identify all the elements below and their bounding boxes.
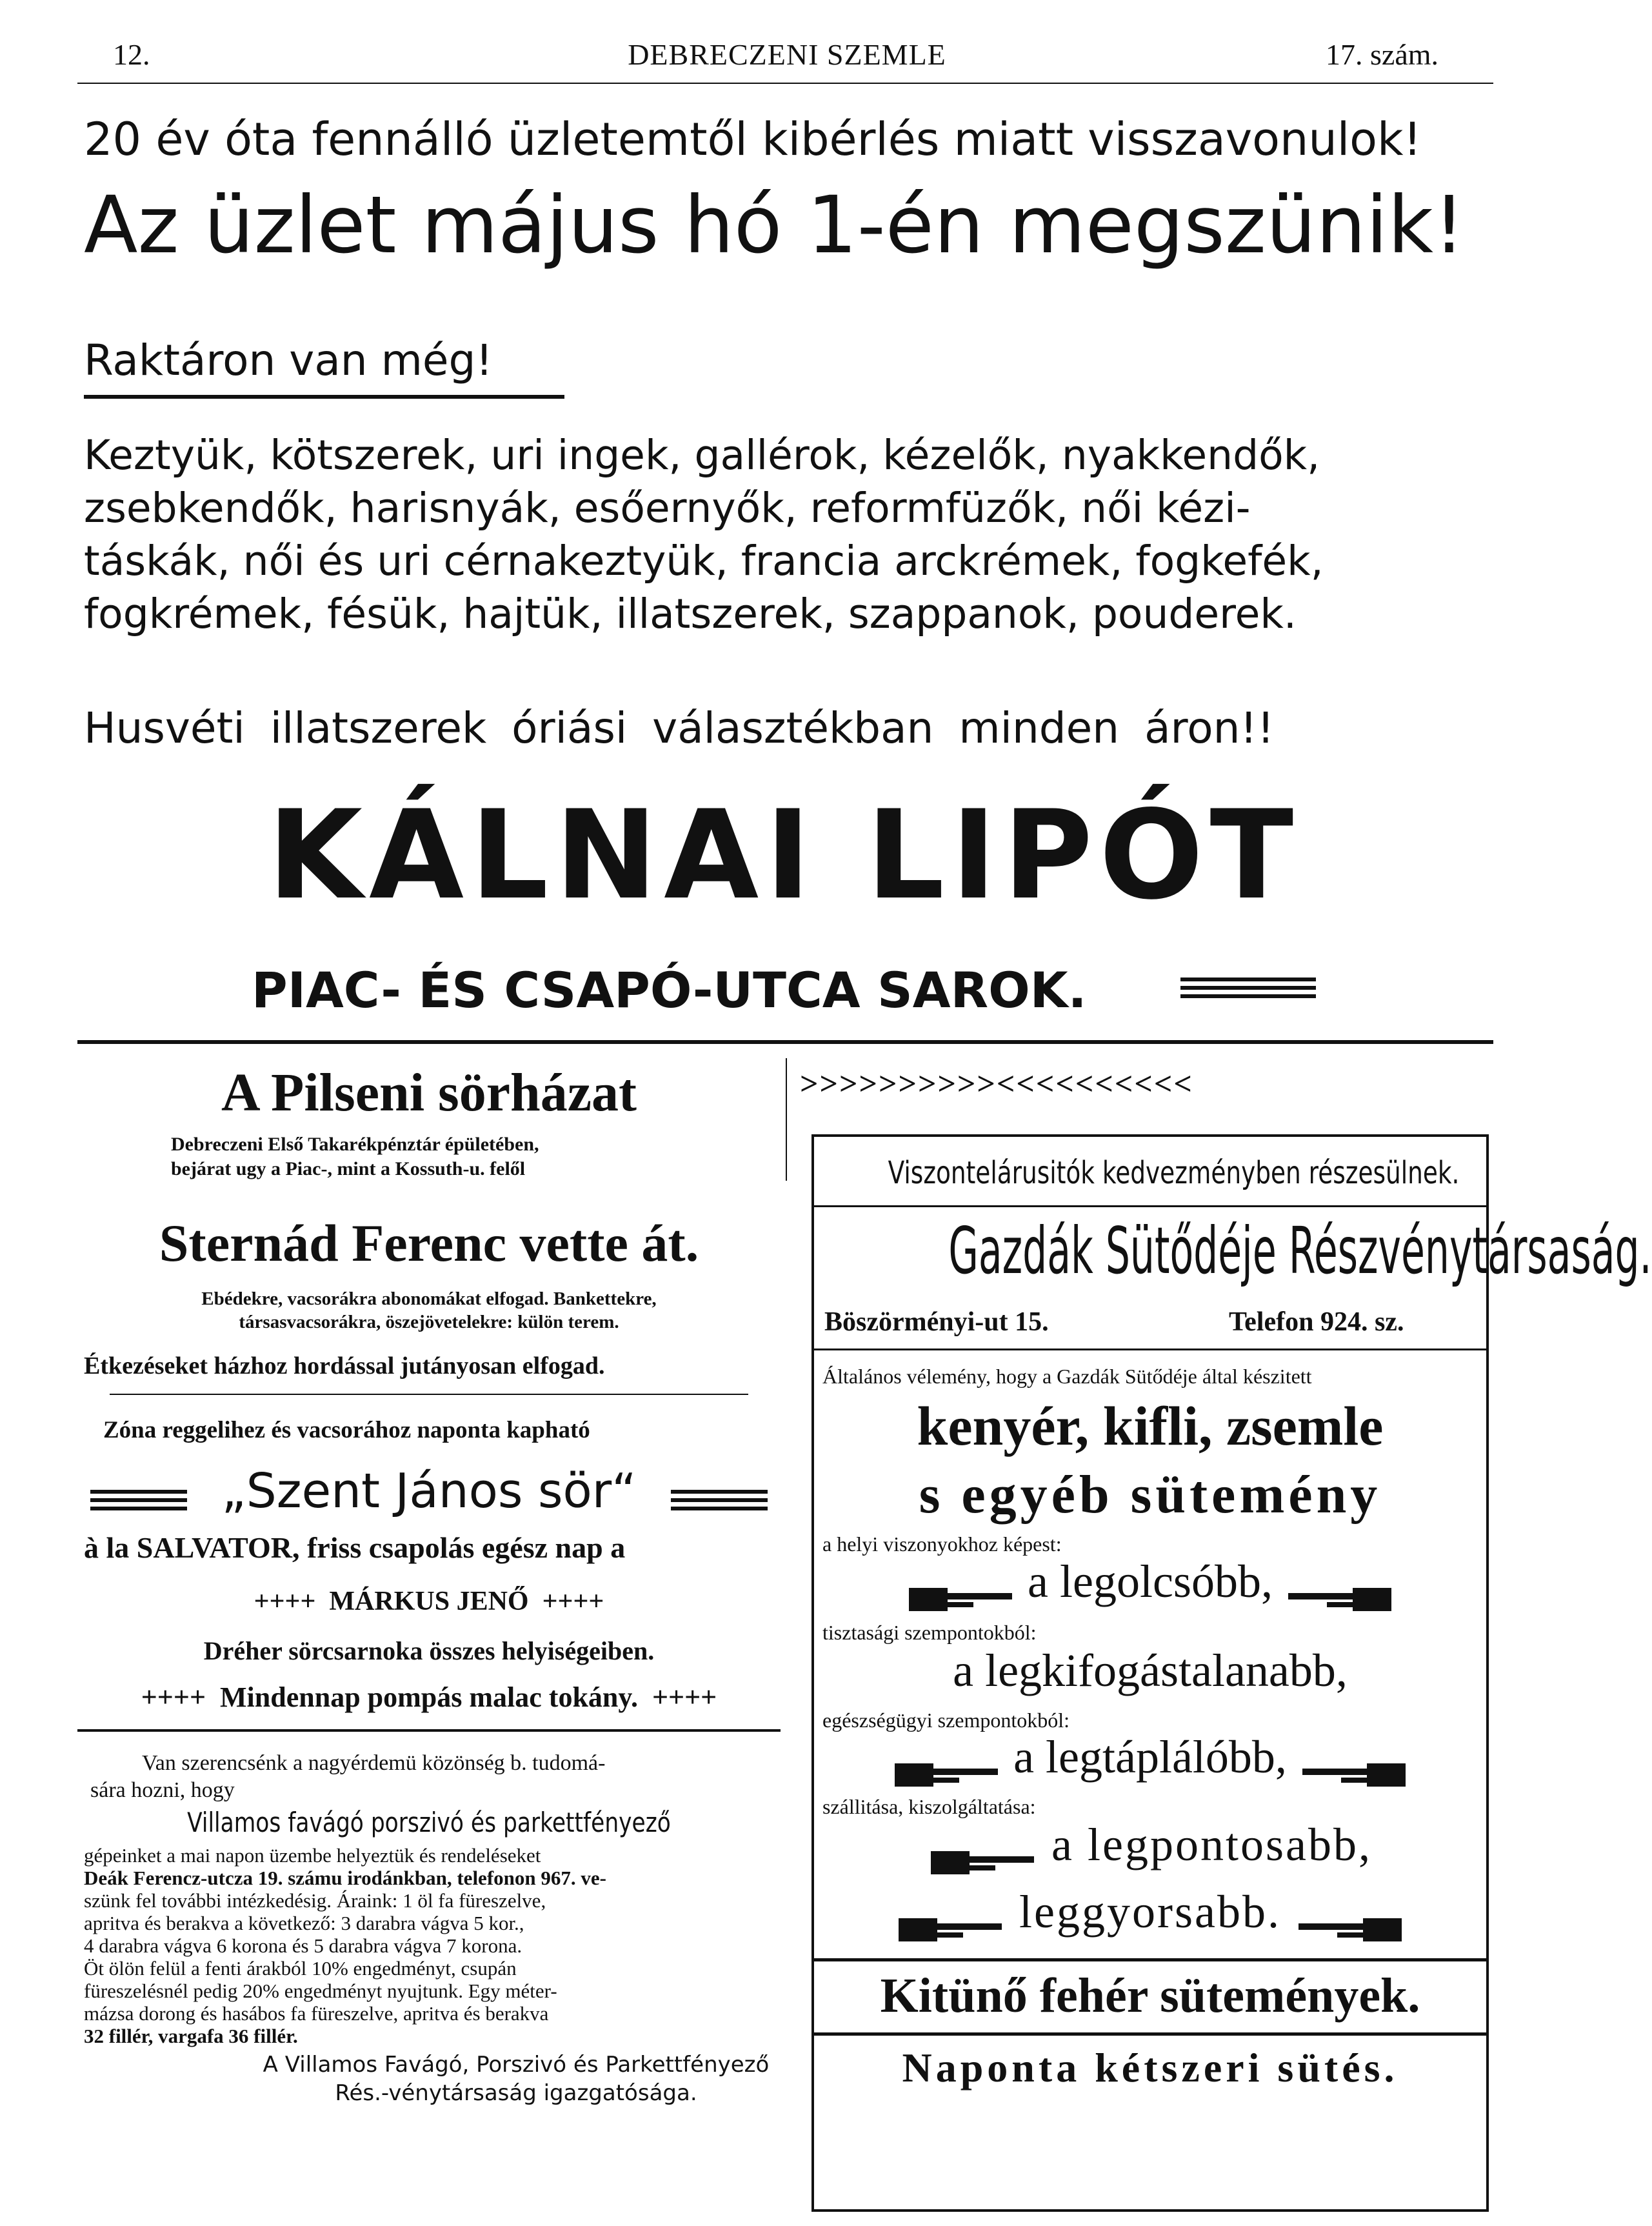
beer-name: „Szent János sör“ [221,1463,637,1519]
plus-ornament: ++++ [254,1587,316,1616]
bakery-delivery-label: szállitása, kiszolgáltatása: [822,1795,1036,1818]
villamos-body-line: gépeinket a mai napon üzembe helyeztük és rendeléseket [84,1844,541,1867]
beer-ornament-right [671,1485,768,1515]
pointing-hand-icon [928,1835,1038,1863]
bakery-rule-4 [814,2032,1486,2036]
villamos-body-line: 4 darabra vágva 6 korona és 5 darabra vágva 7 korona. [84,1934,522,1957]
villamos-intro-line: Van szerencsénk a nagyérdemü közönség b. tudomá- [142,1751,606,1775]
address-ornament [1180,973,1316,1003]
villamos-body-line: mázsa dorong és hasábos fa füreszelve, apritva és berakva [84,2002,549,2025]
goods-line: zsebkendők, harisnyák, esőernyők, reformfüzők, női kézi- [84,485,1251,532]
pilsen-salvator: à la SALVATOR, friss csapolás egész nap a [84,1531,626,1564]
pilsen-meals-line: Ebédekre, vacsorákra abonomákat elfogad. Bankettekre, [201,1288,657,1309]
pilsen-owner: Sternád Ferenc vette át. [159,1214,699,1272]
villamos-signature-line: Rés.-vénytársaság igazgatósága. [335,2080,697,2106]
bakery-nutritious: a legtáplálóbb, [1013,1731,1287,1783]
goods-line: táskák, női és uri cérnakeztyük, francia arckrémek, fogkefék, [84,537,1324,585]
villamos-body-line: Deák Ferencz-utcza 19. számu irodánkban, telefonon 967. ve- [84,1867,606,1889]
bakery-discount: Viszontelárusitók kedvezményben részesülnek. [888,1155,1460,1191]
publication-title: DEBRECZENI SZEMLE [628,38,946,71]
plus-ornament: ++++ [652,1681,717,1713]
page-number: 12. [113,38,150,71]
bakery-rule-3 [814,1958,1486,1961]
pointing-hand-icon [896,1902,1006,1930]
bakery-nutritious-row [814,1730,1486,1784]
bakery-rule-2 [814,1349,1486,1350]
villamos-body-line: 32 fillér, vargafa 36 fillér. [84,2025,298,2047]
pilsen-bottom-rule [77,1729,781,1732]
pilsen-daily: Mindennap pompás malac tokány. [220,1681,638,1713]
pilsen-title: A Pilseni sörházat [221,1063,637,1123]
pointing-hand-icon [892,1747,1002,1776]
issue-number: 17. szám. [1326,38,1439,71]
bakery-address: Böszörményi-ut 15. [824,1307,1049,1337]
pilsen-markus-row [77,1586,781,1617]
shop-address: PIAC- ÉS CSAPÓ-UTCA SAROK. [252,961,1087,1019]
villamos-body-line: szünk fel további intézkedésig. Áraink: 1 öl fa füreszelve, [84,1889,546,1912]
bakery-products-1: kenyér, kifli, zsemle [917,1395,1384,1457]
easter-perfumes: Husvéti illatszerek óriási választékban minden áron!! [84,703,1275,753]
bakery-punctual-row [814,1818,1486,1872]
villamos-body-line: apritva és berakva a következő: 3 darabra vágva 5 kor., [84,1912,524,1934]
bakery-flawless: a legkifogástalanabb, [953,1645,1348,1696]
bakery-phone: Telefon 924. sz. [1229,1307,1404,1337]
bakery-health-label: egészségügyi szempontokból: [822,1709,1070,1732]
plus-ornament: ++++ [542,1587,604,1616]
villamos-body-line: Öt ölön felül a fenti árakból 10% engedményt, csupán [84,1957,517,1980]
villamos-intro-line: sára hozni, hogy [90,1778,235,1802]
beer-ornament-left [90,1485,187,1515]
pilsen-location-line: bejárat ugy a Piac-, mint a Kossuth-u. felől [171,1158,526,1179]
bakery-local-label: a helyi viszonyokhoz képest: [822,1532,1062,1556]
bakery-products-2: s egyéb sütemény [919,1465,1382,1525]
goods-line: fogkrémek, fésük, hajtük, illatszerek, szappanok, pouderek. [84,590,1297,637]
column-divider [786,1058,787,1181]
header-rule [77,83,1493,84]
villamos-signature [258,2051,774,2107]
pilsen-location [171,1132,739,1181]
bakery-punctual: a legpontosabb, [1051,1819,1372,1870]
pilsen-dreher: Dréher sörcsarnoka összes helyiségeiben. [203,1636,655,1665]
pilsen-meals [77,1287,781,1334]
bakery-cheapest: a legolcsóbb, [1028,1556,1273,1607]
pilsen-daily-row [77,1681,781,1714]
villamos-signature-line: A Villamos Favágó, Porszivó és Parkettfényező [263,2052,770,2078]
goods-list [84,429,1503,641]
plus-ornament: ++++ [141,1681,206,1713]
bakery-clean-label: tisztasági szempontokból: [822,1621,1037,1644]
bakery-white: Kitünő fehér sütemények. [880,1969,1420,2023]
owner-name: KÁLNAI LIPÓT [267,784,1300,927]
pilsen-divider [110,1394,748,1395]
retirement-notice: 20 év óta fennálló üzletemtől kibérlés miatt visszavonulok! [84,113,1422,166]
pilsen-delivery: Étkezéseket házhoz hordással jutányosan elfogad. [84,1352,605,1379]
bakery-chevrons: >>>>>>>>>><<<<<<<<<< [800,1065,1193,1101]
stock-heading-underline [84,395,564,399]
villamos-intro [90,1750,768,1804]
closing-notice: Az üzlet május hó 1-én megszünik! [84,179,1465,271]
stock-heading: Raktáron van még! [84,336,493,385]
villamos-body [84,1844,774,2047]
bakery-twice: Naponta kétszeri sütés. [902,2045,1398,2091]
villamos-body-line: füreszelésnél pedig 20% engedményt nyujtunk. Egy méter- [84,1980,557,2002]
bakery-cheapest-row [814,1555,1486,1609]
pilsen-meals-line: társasvacsorákra, öszejövetelekre: külön terem. [239,1312,619,1332]
bakery-fastest-row [814,1885,1486,1939]
pointing-hand-icon [906,1572,1016,1600]
goods-line: Keztyük, kötszerek, uri ingek, gallérok, kézelők, nyakkendők, [84,432,1320,479]
pilsen-location-line: Debreczeni Első Takarékpénztár épületében, [171,1134,539,1155]
bakery-opinion: Általános vélemény, hogy a Gazdák Sütődéje által készitett [822,1365,1312,1388]
villamos-company: Villamos favágó porszivó és parkettfényező [187,1807,671,1838]
section-rule [77,1040,1493,1044]
pointing-hand-icon [1299,1747,1408,1776]
bakery-name: Gazdák Sütődéje Részvénytársaság. [948,1213,1652,1288]
pilsen-zona: Zóna reggelihez és vacsorához naponta kapható [103,1417,590,1443]
pilsen-markus: MÁRKUS JENŐ [329,1587,529,1616]
pointing-hand-icon [1295,1902,1404,1930]
bakery-fastest: leggyorsabb. [1019,1886,1281,1938]
pointing-hand-icon [1284,1572,1394,1600]
bakery-rule-1 [814,1205,1486,1207]
